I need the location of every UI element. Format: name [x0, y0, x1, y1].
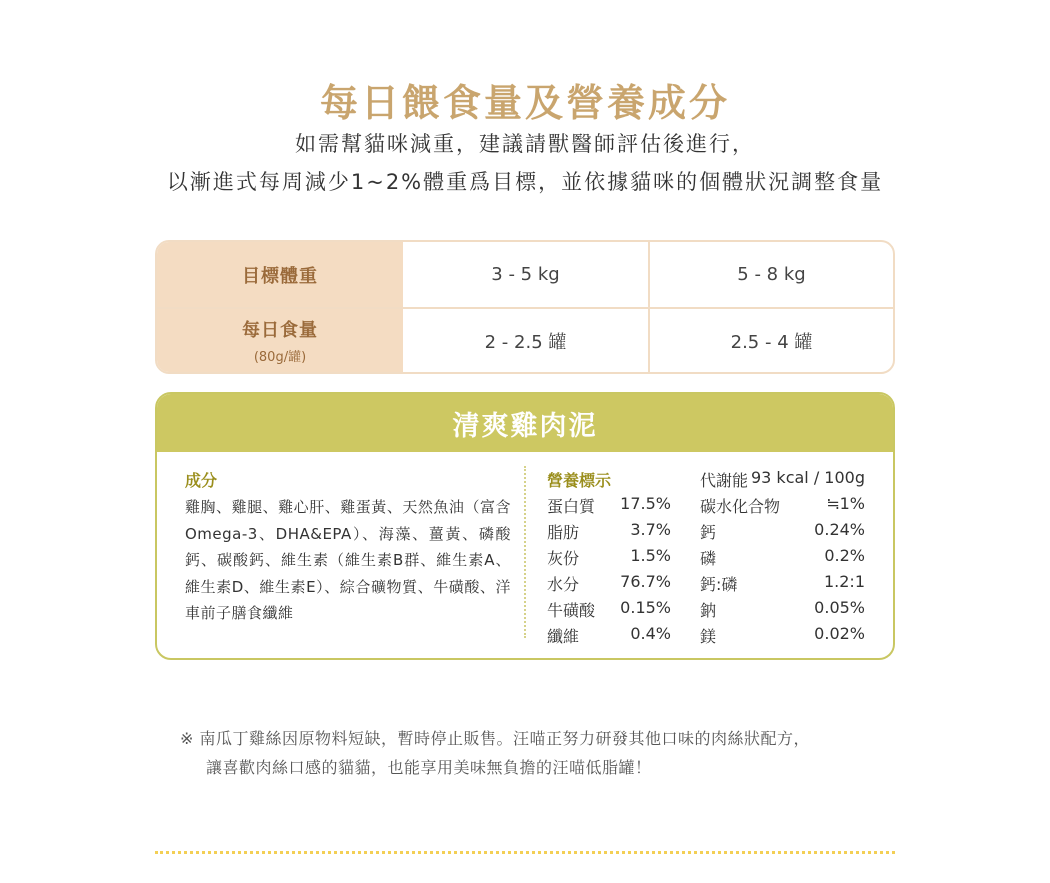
ingredients-text: 雞胸、雞腿、雞心肝、雞蛋黃、天然魚油（富含Omega-3、DHA&EPA）、海藻、薑黃、磷酸鈣、碳酸鈣、維生素（維生素B群、維生素A、維生素D、維生素E）、綜合礦物質、牛磺酸、洋車前子膳食纖維 — [185, 498, 511, 622]
nutrient-row — [700, 520, 865, 546]
nutrient-row — [700, 494, 865, 520]
nutrient-row — [700, 598, 865, 624]
table-cell: 2.5 - 4 罐 — [648, 309, 893, 372]
nutrient-value: 0.05% — [814, 598, 865, 617]
nutrition-label-title: 營養標示 — [547, 471, 612, 490]
page-title: 每日餵食量及營養成分 — [319, 81, 730, 125]
nutrient-value: ≒1% — [826, 494, 865, 513]
nutrient-name: 鈉 — [700, 601, 717, 620]
product-name: 清爽雞肉泥 — [157, 394, 893, 452]
nutrient-row — [700, 572, 865, 598]
row-header-weight — [157, 242, 403, 307]
row-header-note: (80g/罐) — [253, 350, 307, 365]
feeding-table — [155, 240, 895, 374]
nutrient-value: 1.5% — [630, 546, 671, 565]
nutrient-name: 磷 — [700, 549, 717, 568]
dotted-divider — [155, 851, 895, 854]
nutrient-name: 蛋白質 — [547, 497, 596, 516]
nutrient-row — [547, 494, 671, 520]
feeding-row-amount — [157, 307, 893, 372]
nutrient-row — [547, 572, 671, 598]
nutrient-name: 鈣:磷 — [700, 575, 738, 594]
table-cell: 2 - 2.5 罐 — [484, 331, 567, 353]
nutrient-name: 灰份 — [547, 549, 580, 568]
nutrient-value: 0.4% — [630, 624, 671, 643]
nutrient-value: 1.2:1 — [823, 572, 865, 591]
row-header-label: 每日食量 — [242, 320, 318, 341]
table-cell: 5 - 8 kg — [648, 242, 893, 307]
footnote-line-2: 讓喜歡肉絲口感的貓貓，也能享用美味無負擔的汪喵低脂罐！ — [206, 758, 652, 777]
nutrient-row — [700, 546, 865, 572]
footnote — [180, 724, 900, 782]
nutrient-name: 牛磺酸 — [547, 601, 596, 620]
ingredients-title: 成分 — [185, 471, 218, 490]
nutrient-name: 脂肪 — [547, 523, 580, 542]
nutrient-row — [547, 598, 671, 624]
nutrient-value: 0.15% — [620, 598, 671, 617]
feeding-row-weight — [157, 242, 893, 307]
nutrient-value: 76.7% — [620, 572, 671, 591]
nutrient-value: 17.5% — [620, 494, 671, 513]
nutrient-row — [547, 520, 671, 546]
nutrient-value: 3.7% — [630, 520, 671, 539]
subtitle-line-2: 以漸進式每周減少1~2%體重爲目標，並依據貓咪的個體狀況調整食量 — [166, 170, 884, 194]
nutrient-name: 碳水化合物 — [700, 497, 781, 516]
subtitle-line-1: 如需幫貓咪減重，建議請獸醫師評估後進行， — [295, 132, 755, 156]
nutrient-name: 水分 — [547, 575, 580, 594]
row-header-amount — [157, 309, 403, 372]
nutrient-name: 鎂 — [700, 627, 717, 646]
footnote-line-1: ※ 南瓜丁雞絲因原物料短缺，暫時停止販售。汪喵正努力研發其他口味的肉絲狀配方， — [180, 729, 810, 748]
calorie-value: 93 kcal / 100g — [750, 468, 865, 487]
column-divider — [524, 466, 526, 638]
nutrient-row — [547, 624, 671, 650]
calorie-label: 代謝能 — [700, 471, 749, 490]
nutrient-value: 0.2% — [824, 546, 865, 565]
row-header-label: 目標體重 — [242, 265, 318, 287]
nutrient-value: 0.24% — [814, 520, 865, 539]
nutrient-value: 0.02% — [814, 624, 865, 643]
nutrition-panel — [155, 392, 895, 660]
nutrient-row — [700, 624, 865, 650]
nutrient-row — [547, 546, 671, 572]
nutrient-name: 纖維 — [547, 627, 580, 646]
nutrient-name: 鈣 — [700, 523, 717, 542]
table-cell: 3 - 5 kg — [491, 264, 560, 285]
